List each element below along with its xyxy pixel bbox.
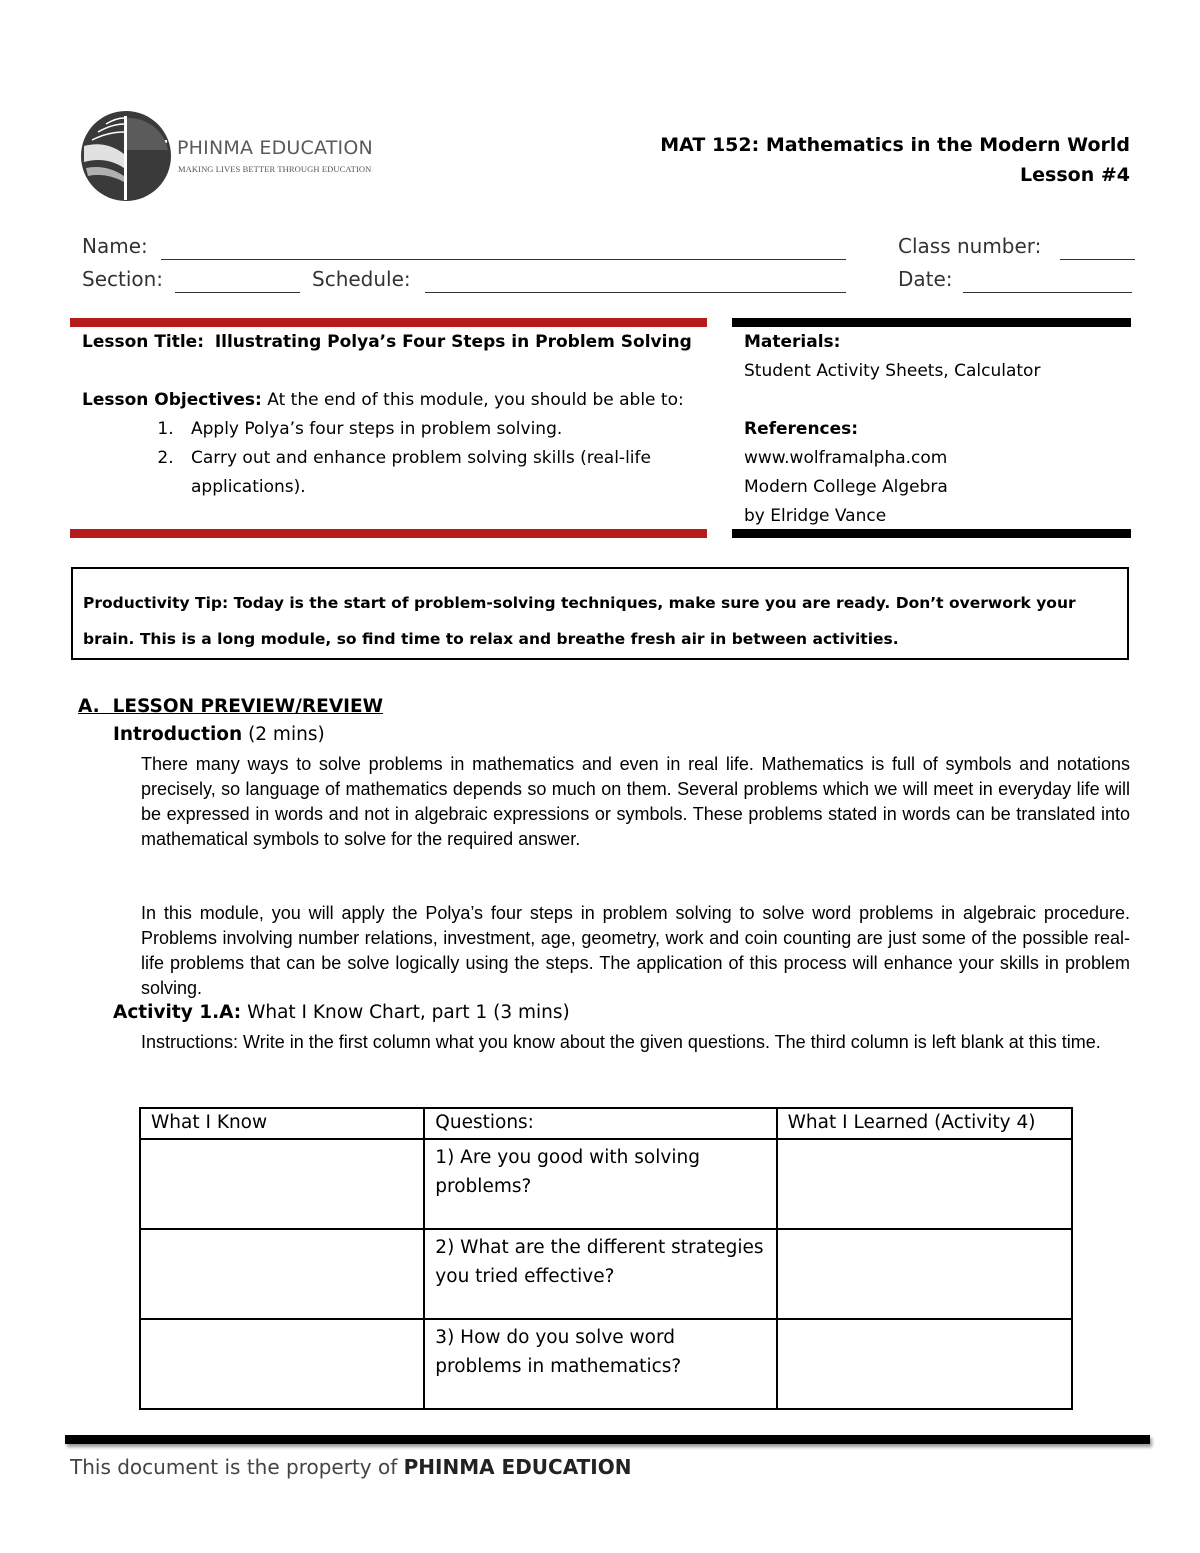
objective-item: 1. Apply Polya’s four steps in problem solving. (179, 415, 702, 444)
footer-bar (65, 1435, 1150, 1444)
what-i-learned-cell[interactable] (777, 1229, 1072, 1319)
introduction-paragraph-1: There many ways to solve problems in mathematics and even in real life. Mathematics is full of symbols and notations precisely, so language of mathematics depends so much on them. Several problems which we will meet in everyday life will be expressed in words and not in algebraic expressions or symbols. These problems stated in words can be translated into mathematical symbols to solve for the required answer. (141, 754, 1130, 849)
footer-owner: PHINMA EDUCATION (403, 1455, 632, 1479)
materials-value: Student Activity Sheets, Calculator (744, 361, 1041, 381)
introduction-paragraph-2: In this module, you will apply the Polya’s four steps in problem solving to solve word problems in algebraic procedure. Problems involving number relations, investment, age, geometry, work and coin counting are just some of the possible real-life problems that can be solve logically using the steps. The application of this process will enhance your skills in problem solving. (141, 903, 1130, 998)
logo-tagline: MAKING LIVES BETTER THROUGH EDUCATION (178, 164, 372, 174)
section-letter: A. (78, 696, 100, 717)
course-header (660, 130, 1130, 190)
activity-heading (113, 1002, 570, 1023)
schedule-label: Schedule: (312, 267, 411, 291)
class-number-field[interactable] (1060, 259, 1135, 260)
productivity-tip-box (71, 567, 1129, 660)
name-field[interactable] (161, 259, 846, 260)
lesson-objectives-intro: At the end of this module, you should be able to: (267, 390, 684, 410)
what-i-know-cell[interactable] (140, 1139, 424, 1229)
materials-box-top-bar (732, 318, 1131, 327)
what-i-learned-cell[interactable] (777, 1319, 1072, 1409)
lesson-number: Lesson #4 (1020, 164, 1130, 186)
section-a-heading (78, 696, 383, 717)
table-row (140, 1319, 1072, 1409)
objectives-list (82, 415, 702, 502)
date-label: Date: (898, 267, 953, 291)
date-field[interactable] (963, 292, 1132, 293)
lesson-title-label: Lesson Title: (82, 332, 205, 352)
table-header-row (140, 1108, 1072, 1139)
reference-item: Modern College Algebra (744, 477, 948, 497)
what-i-know-cell[interactable] (140, 1229, 424, 1319)
objective-item: 2. Carry out and enhance problem solving skills (real-life applications). (179, 444, 702, 502)
reference-item: www.wolframalpha.com (744, 448, 948, 468)
introduction-time: (2 mins) (242, 724, 325, 745)
question-cell: 2) What are the different strategies you tried effective? (424, 1229, 776, 1319)
question-cell: 1) Are you good with solving problems? (424, 1139, 776, 1229)
what-i-know-chart (139, 1107, 1073, 1410)
references-label: References: (744, 419, 859, 439)
reference-item: by Elridge Vance (744, 506, 887, 526)
activity-instructions: Instructions: Write in the first column what you know about the given questions. The third column is left blank at this time. (141, 1032, 1101, 1052)
what-i-learned-cell[interactable] (777, 1139, 1072, 1229)
table-row (140, 1229, 1072, 1319)
column-header-what-i-know: What I Know (140, 1108, 424, 1139)
course-title: MAT 152: Mathematics in the Modern World (660, 134, 1130, 156)
materials-box (744, 328, 1129, 531)
column-header-what-i-learned: What I Learned (Activity 4) (777, 1108, 1072, 1139)
lesson-objectives-label: Lesson Objectives: (82, 390, 262, 410)
name-label: Name: (82, 234, 148, 258)
activity-label: Activity 1.A: (113, 1002, 242, 1023)
introduction-label: Introduction (113, 724, 243, 745)
introduction-heading (113, 724, 325, 745)
class-number-label: Class number: (898, 234, 1042, 258)
logo-wordmark: PHINMA EDUCATION (177, 137, 373, 159)
lesson-box-top-bar (70, 318, 707, 327)
materials-label: Materials: (744, 332, 841, 352)
section-title: LESSON PREVIEW/REVIEW (112, 696, 384, 717)
table-row (140, 1139, 1072, 1229)
lesson-box-bottom-bar (70, 529, 707, 538)
column-header-questions: Questions: (424, 1108, 776, 1139)
lesson-box (82, 328, 702, 502)
footer-prefix: This document is the property of (70, 1455, 404, 1479)
activity-title: What I Know Chart, part 1 (3 mins) (241, 1002, 570, 1023)
schedule-field[interactable] (425, 292, 846, 293)
what-i-know-cell[interactable] (140, 1319, 424, 1409)
section-field[interactable] (175, 292, 300, 293)
footer-text (70, 1455, 631, 1479)
section-label: Section: (82, 267, 164, 291)
productivity-tip-text: Productivity Tip: Today is the start of problem-solving techniques, make sure you are ready. Don’t overwork your brain. This is a long module, so find time to relax and breathe fresh air in between activities. (83, 594, 1076, 648)
lesson-title-value: Illustrating Polya’s Four Steps in Problem Solving (214, 332, 692, 352)
question-cell: 3) How do you solve word problems in mathematics? (424, 1319, 776, 1409)
